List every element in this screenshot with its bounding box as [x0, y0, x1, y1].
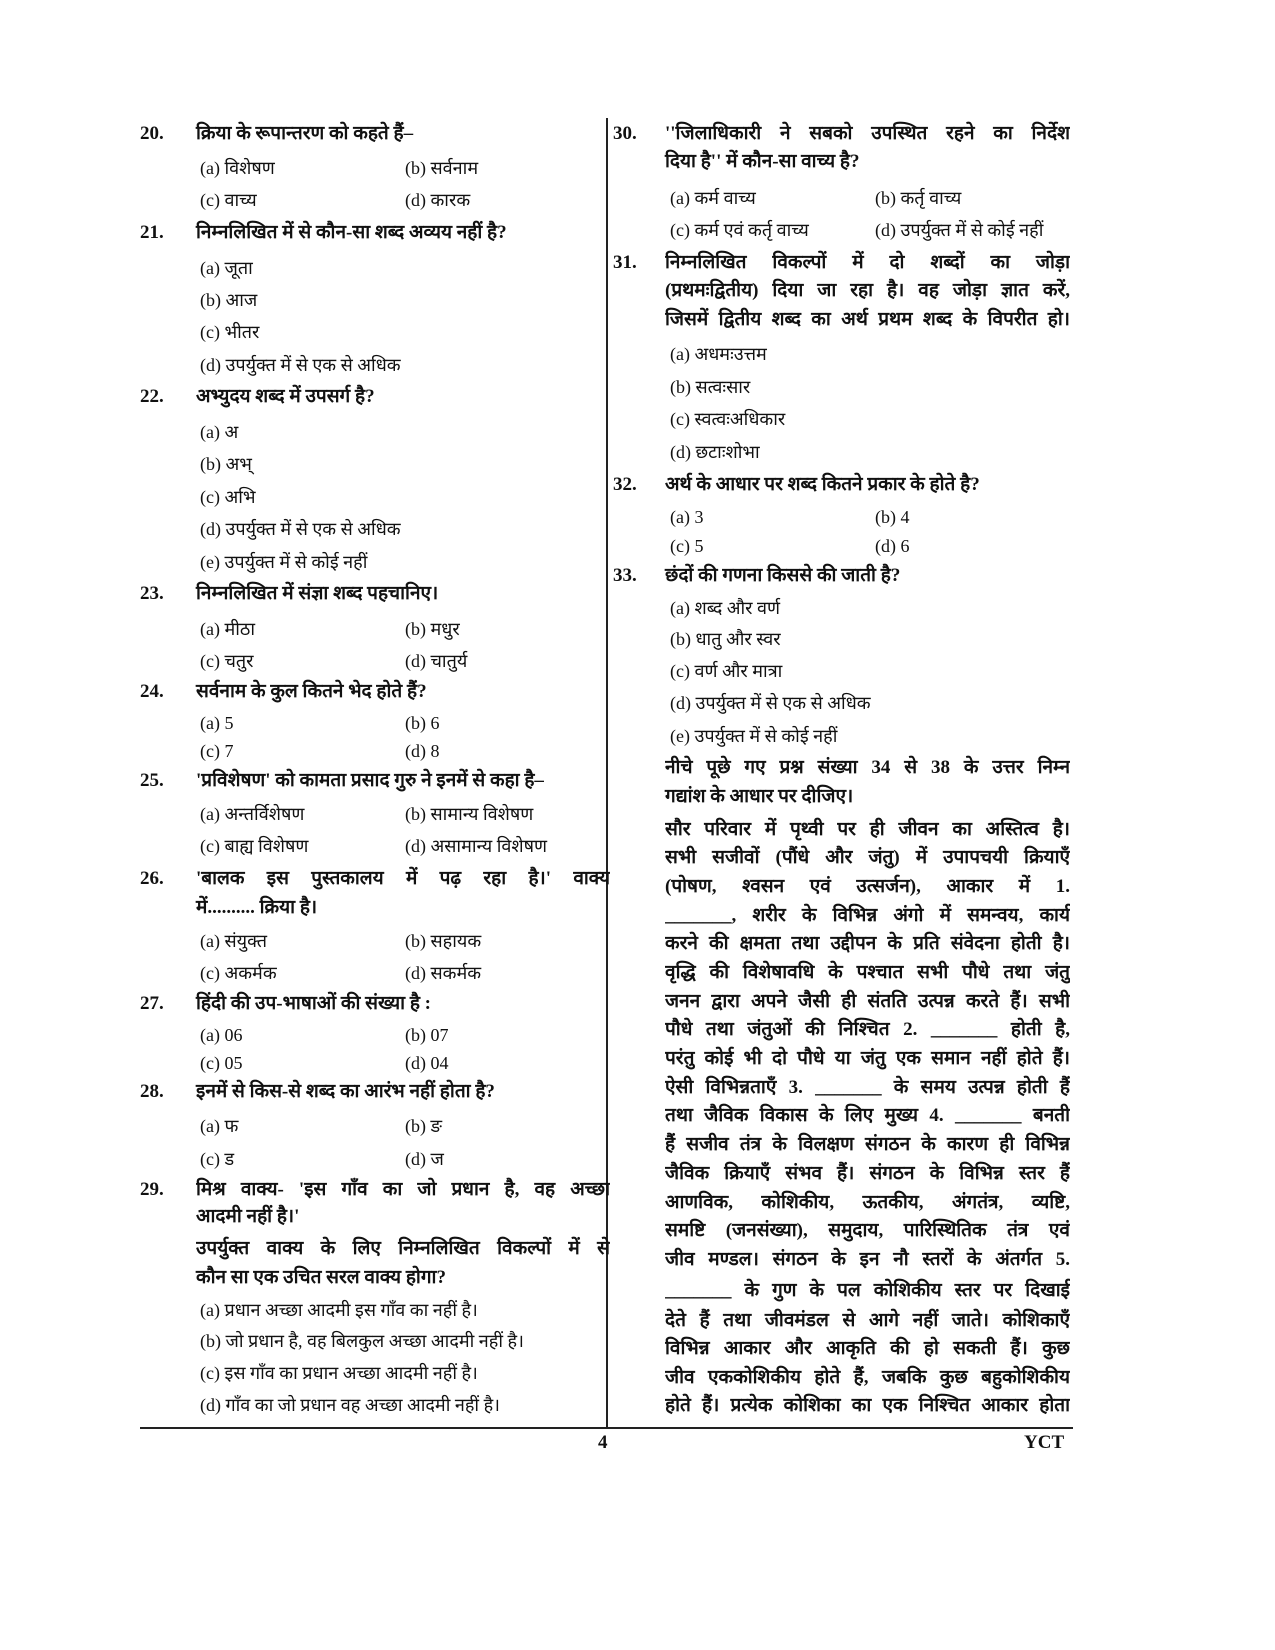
answer-option: (c) बाह्य विशेषण	[200, 836, 309, 856]
answer-option: (b) मधुर	[405, 619, 460, 639]
answer-option: (d) उपर्युक्त में से कोई नहीं	[875, 220, 1044, 240]
answer-option: (c) 7	[200, 741, 234, 761]
footer-rule	[140, 1427, 1073, 1429]
passage-line: वृद्धि की विशेषावधि के पश्चात सभी पौधे तथा जंतु	[665, 962, 1070, 983]
answer-option: (b) ङ	[405, 1116, 442, 1136]
answer-option: (d) सकर्मक	[405, 963, 482, 983]
answer-option: (a) जूता	[200, 258, 253, 278]
passage-line: आणविक, कोशिकीय, ऊतकीय, अंगतंत्र, व्यष्टि,	[665, 1192, 1070, 1213]
question-text: दिया है'' में कौन-सा वाच्य है?	[665, 151, 860, 172]
answer-option: (e) उपर्युक्त में से कोई नहीं	[670, 726, 838, 746]
passage-line: करने की क्षमता तथा उद्दीपन के प्रति संवेदना होती है।	[665, 933, 1070, 954]
answer-option: (c) चतुर	[200, 651, 254, 671]
answer-option: (a) अ	[200, 422, 239, 442]
question-number: 20.	[140, 123, 164, 144]
question-text: कौन सा एक उचित सरल वाक्य होगा?	[196, 1267, 446, 1288]
question-text: जिसमें द्वितीय शब्द का अर्थ प्रथम शब्द के विपरीत हो।	[665, 309, 1070, 330]
answer-option: (a) विशेषण	[200, 158, 275, 178]
passage-line: विभिन्न आकार और आकृति की हो सकती हैं। कुछ	[665, 1338, 1070, 1359]
passage-line: जीव मण्डल। संगठन के इन नौ स्तरों के अंतर्गत 5.	[665, 1249, 1070, 1270]
passage-line: जीव एककोशिकीय होते हैं, जबकि कुछ बहुकोशिकीय	[665, 1367, 1070, 1388]
question-number: 25.	[140, 770, 164, 791]
passage-line: _______, शरीर के विभिन्न अंगो में समन्वय, कार्य	[665, 905, 1070, 926]
answer-option: (c) अकर्मक	[200, 963, 277, 983]
passage-line: जनन द्वारा अपने जैसी ही संतति उत्पन्न करते हैं। सभी	[665, 991, 1070, 1012]
question-text: में.......... क्रिया है।	[196, 897, 318, 918]
question-text: क्रिया के रूपान्तरण को कहते हैं–	[196, 123, 414, 144]
question-text: सर्वनाम के कुल कितने भेद होते हैं?	[196, 681, 427, 702]
question-number: 26.	[140, 868, 164, 889]
answer-option: (b) 6	[405, 713, 440, 733]
answer-option: (a) अधमःउत्तम	[670, 344, 767, 364]
passage-line: होते हैं। प्रत्येक कोशिका का एक निश्चित आकार होता	[665, 1395, 1070, 1416]
question-number: 27.	[140, 993, 164, 1014]
passage-instruction: गद्यांश के आधार पर दीजिए।	[665, 786, 854, 807]
question-text: अभ्युदय शब्द में उपसर्ग है?	[196, 386, 375, 407]
question-text: 'बालक इस पुस्तकालय में पढ़ रहा है।' वाक्य	[196, 868, 610, 889]
answer-option: (b) सहायक	[405, 931, 482, 951]
answer-option: (d) चातुर्य	[405, 651, 468, 671]
question-number: 30.	[613, 123, 637, 144]
answer-option: (c) वर्ण और मात्रा	[670, 661, 783, 681]
question-text: इनमें से किस-से शब्द का आरंभ नहीं होता है?	[196, 1081, 495, 1102]
question-text: निम्नलिखित में संज्ञा शब्द पहचानिए।	[196, 583, 439, 604]
passage-instruction: नीचे पूछे गए प्रश्न संख्या 34 से 38 के उत्तर निम्न	[665, 757, 1070, 778]
answer-option: (a) अन्तर्विशेषण	[200, 804, 305, 824]
question-text: मिश्र वाक्य- 'इस गाँव का जो प्रधान है, वह अच्छा	[196, 1179, 610, 1200]
answer-option: (a) प्रधान अच्छा आदमी इस गाँव का नहीं है।	[200, 1300, 478, 1320]
question-text: हिंदी की उप-भाषाओं की संख्या है :	[196, 993, 431, 1014]
question-number: 23.	[140, 583, 164, 604]
passage-line: तथा जैविक विकास के लिए मुख्य 4. _______ बनती	[665, 1105, 1070, 1126]
answer-option: (b) सर्वनाम	[405, 158, 479, 178]
answer-option: (a) शब्द और वर्ण	[670, 598, 781, 618]
answer-option: (c) वाच्य	[200, 190, 257, 210]
answer-option: (b) अभ्	[200, 454, 252, 474]
answer-option: (c) अभि	[200, 487, 256, 507]
answer-option: (c) इस गाँव का प्रधान अच्छा आदमी नहीं है।	[200, 1363, 478, 1383]
answer-option: (b) 4	[875, 507, 910, 527]
answer-option: (a) 3	[670, 507, 704, 527]
question-number: 21.	[140, 222, 164, 243]
answer-option: (b) आज	[200, 290, 258, 310]
answer-option: (b) जो प्रधान है, वह बिलकुल अच्छा आदमी नहीं है।	[200, 1331, 524, 1351]
answer-option: (d) उपर्युक्त में से एक से अधिक	[200, 355, 401, 375]
answer-option: (a) 5	[200, 713, 234, 733]
answer-option: (d) छटाःशोभा	[670, 442, 760, 462]
question-text: अर्थ के आधार पर शब्द कितने प्रकार के होते है?	[665, 474, 980, 495]
question-text: आदमी नहीं है।'	[196, 1206, 300, 1227]
passage-line: परंतु कोई भी दो पौधे या जंतु एक समान नहीं होते हैं।	[665, 1048, 1070, 1069]
question-text: (प्रथमःद्वितीय) दिया जा रहा है। वह जोड़ा ज्ञात करें,	[665, 280, 1070, 301]
question-number: 24.	[140, 681, 164, 702]
answer-option: (a) फ	[200, 1116, 239, 1136]
answer-option: (b) सत्वःसार	[670, 377, 751, 397]
answer-option: (d) 8	[405, 741, 440, 761]
answer-option: (b) सामान्य विशेषण	[405, 804, 534, 824]
passage-line: सभी सजीवों (पौंधे और जंतु) में उपापचयी क्रियाएँ	[665, 847, 1070, 868]
answer-option: (a) कर्म वाच्य	[670, 188, 756, 208]
answer-option: (b) कर्तृ वाच्य	[875, 188, 962, 208]
answer-option: (c) ड	[200, 1149, 235, 1169]
answer-option: (a) मीठा	[200, 619, 256, 639]
answer-option: (c) कर्म एवं कर्तृ वाच्य	[670, 220, 809, 240]
question-number: 32.	[613, 474, 637, 495]
question-number: 29.	[140, 1179, 164, 1200]
page-number: 4	[598, 1432, 608, 1453]
answer-option: (b) 07	[405, 1025, 449, 1045]
answer-option: (b) धातु और स्वर	[670, 629, 781, 649]
question-number: 31.	[613, 252, 637, 273]
passage-line: देते हैं तथा जीवमंडल से आगे नहीं जाते। कोशिकाएँ	[665, 1310, 1070, 1331]
question-number: 33.	[613, 565, 637, 586]
answer-option: (d) ज	[405, 1149, 444, 1169]
passage-line: समष्टि (जनसंख्या), समुदाय, पारिस्थितिक तंत्र एवं	[665, 1220, 1070, 1241]
answer-option: (c) भीतर	[200, 322, 260, 342]
question-text: ''जिलाधिकारी ने सबको उपस्थित रहने का निर्देश	[665, 123, 1070, 144]
answer-option: (a) संयुक्त	[200, 931, 267, 951]
answer-option: (d) कारक	[405, 190, 471, 210]
passage-line: जैविक क्रियाएँ संभव हैं। संगठन के विभिन्न स्तर हैं	[665, 1163, 1070, 1184]
question-text: छंदों की गणना किससे की जाती है?	[665, 565, 901, 586]
question-text: 'प्रविशेषण' को कामता प्रसाद गुरु ने इनमें से कहा है–	[196, 770, 544, 791]
passage-line: पौधे तथा जंतुओं की निश्चित 2. _______ होती है,	[665, 1019, 1070, 1040]
passage-line: हैं सजीव तंत्र के विलक्षण संगठन के कारण ही विभिन्न	[665, 1134, 1070, 1155]
question-text: निम्नलिखित विकल्पों में दो शब्दों का जोड़ा	[665, 252, 1070, 273]
answer-option: (d) उपर्युक्त में से एक से अधिक	[670, 693, 871, 713]
passage-line: _______ के गुण के पल कोशिकीय स्तर पर दिखाई	[665, 1280, 1070, 1301]
question-number: 28.	[140, 1081, 164, 1102]
answer-option: (c) स्वत्वःअधिकार	[670, 409, 786, 429]
publisher-mark: YCT	[1024, 1432, 1065, 1453]
question-number: 22.	[140, 386, 164, 407]
answer-option: (d) 6	[875, 536, 910, 556]
column-divider	[606, 118, 608, 1428]
passage-line: (पोषण, श्वसन एवं उत्सर्जन), आकार में 1.	[665, 876, 1070, 897]
passage-line: सौर परिवार में पृथ्वी पर ही जीवन का अस्तित्व है।	[665, 819, 1070, 840]
answer-option: (c) 5	[670, 536, 704, 556]
answer-option: (d) असामान्य विशेषण	[405, 836, 548, 856]
question-text: उपर्युक्त वाक्य के लिए निम्नलिखित विकल्पों में से	[196, 1238, 610, 1259]
passage-line: ऐसी विभिन्नताएँ 3. _______ के समय उत्पन्न होती हैं	[665, 1077, 1070, 1098]
answer-option: (c) 05	[200, 1053, 243, 1073]
answer-option: (d) गाँव का जो प्रधान वह अच्छा आदमी नहीं है।	[200, 1395, 500, 1415]
question-text: निम्नलिखित में से कौन-सा शब्द अव्यय नहीं है?	[196, 222, 507, 243]
answer-option: (d) उपर्युक्त में से एक से अधिक	[200, 519, 401, 539]
answer-option: (a) 06	[200, 1025, 243, 1045]
answer-option: (d) 04	[405, 1053, 449, 1073]
answer-option: (e) उपर्युक्त में से कोई नहीं	[200, 552, 368, 572]
